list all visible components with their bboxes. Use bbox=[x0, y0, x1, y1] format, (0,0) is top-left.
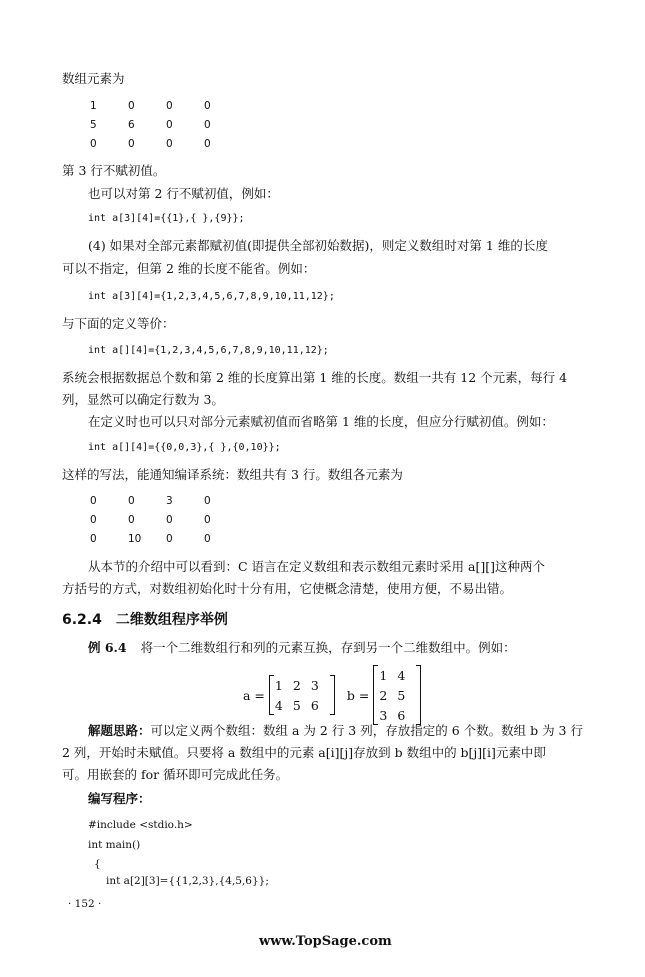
grid-cell: 0 bbox=[166, 137, 173, 150]
grid-cell: 0 bbox=[166, 513, 173, 526]
section-heading: 6.2.4 二维数组程序举例 bbox=[62, 612, 228, 628]
grid-cell: 0 bbox=[90, 513, 97, 526]
text-line: 2 列，开始时未赋值。只要将 a 数组中的元素 a[i][j]存放到 b 数组中的 b[j][i]元素中即 bbox=[62, 745, 546, 760]
code-line: { bbox=[94, 858, 101, 870]
solution-text: 可以定义两个数组：数组 a 为 2 行 3 列，存放指定的 6 个数。数组 b 为 3 行 bbox=[150, 723, 583, 738]
text-line: 从本节的介绍中可以看到：C 语言在定义数组和表示数组元素时采用 a[][]这种两个 bbox=[88, 559, 545, 574]
matrix-row bbox=[379, 665, 415, 685]
grid-cell: 0 bbox=[204, 513, 211, 526]
footer-watermark: www.TopSage.com bbox=[259, 934, 392, 949]
code-line: int a[3][4]={{1},{ },{9}}; bbox=[88, 213, 245, 224]
grid-cell: 1 bbox=[90, 99, 97, 112]
grid-cell: 6 bbox=[128, 118, 135, 131]
grid-cell: 0 bbox=[204, 99, 211, 112]
matrix-row bbox=[275, 675, 329, 695]
matrix-row bbox=[379, 685, 415, 705]
grid-cell: 0 bbox=[204, 494, 211, 507]
text-line: 在定义时也可以只对部分元素赋初值而省略第 1 维的长度，但应分行赋初值。例如： bbox=[88, 414, 554, 429]
text-line: 与下面的定义等价： bbox=[62, 316, 175, 331]
matrix-b bbox=[373, 665, 421, 725]
grid-cell: 0 bbox=[204, 137, 211, 150]
grid-cell: 0 bbox=[128, 513, 135, 526]
text-line: 可。用嵌套的 for 循环即可完成此任务。 bbox=[62, 767, 289, 782]
matrix-cell: 1 bbox=[379, 667, 388, 683]
grid-row bbox=[90, 134, 242, 153]
grid-cell: 0 bbox=[166, 99, 173, 112]
matrix-a-label: a = bbox=[243, 687, 265, 703]
code-line: int main() bbox=[88, 839, 141, 851]
matrix-cell: 2 bbox=[379, 687, 388, 703]
matrix-cell: 4 bbox=[397, 667, 406, 683]
grid-cell: 0 bbox=[128, 137, 135, 150]
solution-line bbox=[88, 723, 583, 739]
array-elements-grid-2 bbox=[90, 491, 242, 548]
text-line: 第 3 行不赋初值。 bbox=[62, 163, 166, 178]
grid-cell: 0 bbox=[204, 118, 211, 131]
matrix-cell: 3 bbox=[379, 707, 388, 723]
grid-cell: 0 bbox=[166, 532, 173, 545]
page-number: · 152 · bbox=[68, 898, 102, 910]
array-elements-grid-1 bbox=[90, 96, 242, 153]
text-line: 数组元素为 bbox=[62, 71, 125, 86]
grid-cell: 0 bbox=[90, 137, 97, 150]
grid-cell: 0 bbox=[90, 494, 97, 507]
code-line: int a[2][3]={{1,2,3},{4,5,6}}; bbox=[106, 875, 269, 887]
grid-cell: 10 bbox=[128, 532, 142, 545]
grid-cell: 5 bbox=[90, 118, 97, 131]
solution-label: 解题思路： bbox=[88, 723, 151, 738]
grid-cell: 0 bbox=[90, 532, 97, 545]
grid-cell: 0 bbox=[128, 494, 135, 507]
matrix-cell: 2 bbox=[292, 677, 301, 693]
grid-cell: 0 bbox=[128, 99, 135, 112]
matrix-row bbox=[275, 695, 329, 715]
text-line: 系统会根据数据总个数和第 2 维的长度算出第 1 维的长度。数组一共有 12 个元素，每行 4 bbox=[62, 370, 568, 385]
matrix-cell: 4 bbox=[274, 697, 283, 713]
matrix-cell: 3 bbox=[310, 677, 319, 693]
matrix-b-label: b = bbox=[346, 687, 370, 703]
example-label: 例 6.4 bbox=[88, 640, 127, 655]
matrix-cell: 6 bbox=[397, 707, 406, 723]
matrix-cell: 1 bbox=[274, 677, 283, 693]
grid-cell: 3 bbox=[166, 494, 173, 507]
text-line: 也可以对第 2 行不赋初值，例如： bbox=[88, 186, 279, 201]
program-label: 编写程序： bbox=[88, 791, 151, 806]
grid-cell: 0 bbox=[204, 532, 211, 545]
grid-row bbox=[90, 491, 242, 510]
grid-row bbox=[90, 510, 242, 529]
text-line: 方括号的方式，对数组初始化时十分有用，它使概念清楚，使用方便，不易出错。 bbox=[62, 581, 513, 596]
example-line bbox=[88, 640, 516, 656]
matrix-cell: 5 bbox=[397, 687, 406, 703]
grid-row bbox=[90, 115, 242, 134]
matrix-row bbox=[379, 705, 415, 725]
matrix-cell: 5 bbox=[292, 697, 301, 713]
matrix-cell: 6 bbox=[310, 697, 319, 713]
example-text: 将一个二维数组行和列的元素互换，存到另一个二维数组中。例如： bbox=[140, 640, 516, 655]
code-line: #include <stdio.h> bbox=[88, 819, 193, 831]
text-line: 列，显然可以确定行数为 3。 bbox=[62, 392, 224, 407]
matrix-equation bbox=[243, 665, 421, 725]
code-line: int a[][4]={{0,0,3},{ },{0,10}}; bbox=[88, 442, 281, 453]
code-line: int a[][4]={1,2,3,4,5,6,7,8,9,10,11,12}; bbox=[88, 345, 329, 356]
text-line: 可以不指定，但第 2 维的长度不能省。例如： bbox=[62, 261, 316, 276]
text-line: (4) 如果对全部元素都赋初值(即提供全部初始数据)，则定义数组时对第 1 维的长度 bbox=[88, 238, 548, 253]
code-line: int a[3][4]={1,2,3,4,5,6,7,8,9,10,11,12}; bbox=[88, 291, 335, 302]
matrix-a bbox=[269, 675, 335, 715]
grid-row bbox=[90, 96, 242, 115]
text-line: 这样的写法，能通知编译系统：数组共有 3 行。数组各元素为 bbox=[62, 467, 403, 482]
grid-row bbox=[90, 529, 242, 548]
grid-cell: 0 bbox=[166, 118, 173, 131]
